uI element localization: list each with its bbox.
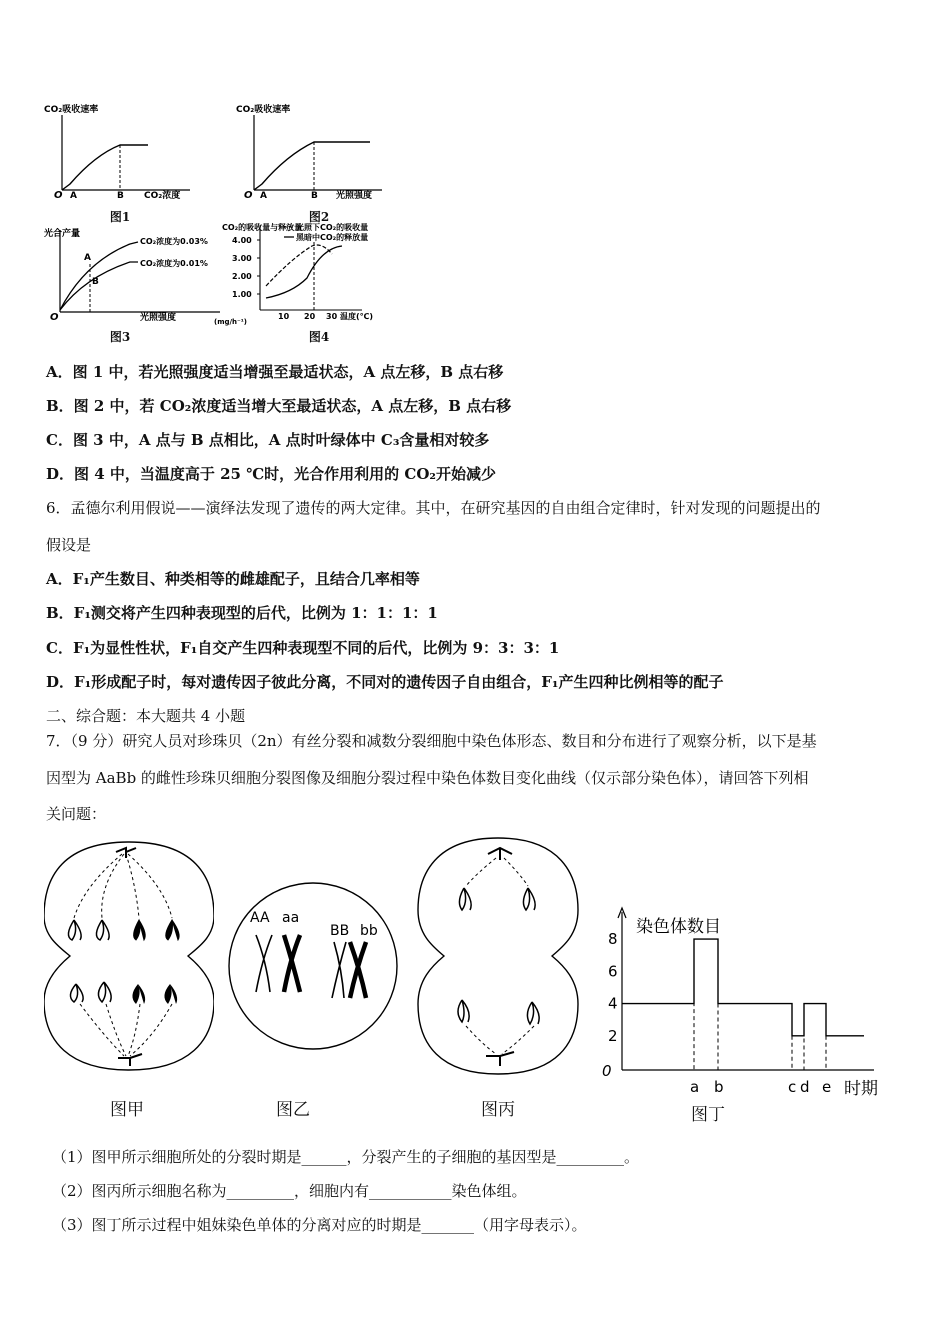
x-marker-a: a: [690, 1078, 700, 1096]
label-AA: AA: [250, 910, 270, 926]
q6-option-b: B．F₁测交将产生四种表现型的后代，比例为 1：1：1：1: [46, 604, 438, 622]
fig1-ylabel: CO₂吸收速率: [44, 105, 99, 115]
figure-2: [232, 100, 392, 210]
fig4-xtick: 10: [278, 312, 290, 321]
fig3-caption: 图3: [109, 330, 131, 344]
fig1-origin: O: [54, 190, 63, 201]
fig3-curve1-label: CO₂浓度为0.03%: [140, 237, 208, 246]
figure-4: [212, 218, 392, 330]
fig4-xtick: 30: [326, 312, 338, 321]
chromosome-count-chart: [594, 900, 894, 1100]
y-axis-label: 染色体数目: [636, 917, 721, 937]
origin-label: 0: [602, 1062, 612, 1080]
label-aa: aa: [282, 910, 300, 926]
fig1-caption: 图1: [109, 210, 131, 224]
figure-1: [40, 100, 200, 210]
fig-bing-caption: 图丙: [481, 1100, 515, 1120]
cell-figure-yi: [226, 880, 400, 1052]
y-tick-label: 6: [608, 962, 618, 981]
fig4-ytick: 1.00: [232, 290, 252, 299]
fig2-point-b: B: [311, 191, 318, 201]
fig4-legend1: 光照下CO₂的吸收量: [296, 223, 369, 232]
fig-ding-caption: 图丁: [691, 1105, 725, 1125]
q5-option-c: C．图 3 中，A 点与 B 点相比，A 点时叶绿体中 C₃含量相对较多: [46, 431, 490, 449]
fig4-ylabel: CO₂的吸收量与释放量: [222, 223, 303, 232]
y-tick-label: 2: [608, 1026, 618, 1045]
q6-option-d: D．F₁形成配子时，每对遗传因子彼此分离，不同对的遗传因子自由组合，F₁产生四种比例相等的配子: [46, 673, 724, 691]
section-heading: 二、综合题：本大题共 4 小题: [46, 707, 246, 725]
fig2-origin: O: [244, 190, 253, 201]
fig1-point-b: B: [117, 191, 124, 201]
q5-option-a: A．图 1 中，若光照强度适当增强至最适状态，A 点左移，B 点右移: [46, 363, 504, 381]
y-tick-label: 4: [608, 994, 618, 1013]
fig2-ylabel: CO₂吸收速率: [236, 105, 291, 115]
fig4-ytick: 3.00: [232, 254, 252, 263]
x-marker-c: c: [788, 1078, 797, 1096]
q7-sub1: （1）图甲所示细胞所处的分裂时期是______，分裂产生的子细胞的基因型是_________。: [52, 1148, 640, 1166]
x-marker-e: e: [822, 1078, 832, 1096]
step-line: [622, 939, 864, 1036]
fig-yi-caption: 图乙: [276, 1100, 310, 1120]
fig2-caption: 图2: [308, 210, 330, 224]
fig3-origin: O: [50, 312, 59, 323]
fig3-point-a: A: [84, 253, 91, 263]
fig-jia-caption: 图甲: [110, 1100, 144, 1120]
y-tick-label: 8: [608, 930, 618, 949]
fig3-curve2-label: CO₂浓度为0.01%: [140, 259, 208, 268]
label-bb: bb: [360, 923, 378, 939]
x-axis-label: 时期: [844, 1079, 878, 1099]
q7-stem-line3: 关问题：: [46, 805, 107, 823]
fig3-point-b: B: [92, 277, 99, 287]
fig2-point-a: A: [260, 191, 267, 201]
q7-stem-line1: 7．（9 分）研究人员对珍珠贝（2n）有丝分裂和减数分裂细胞中染色体形态、数目和分布进行了观察分析，以下是基: [46, 732, 817, 750]
x-marker-b: b: [714, 1078, 724, 1096]
fig2-xlabel: 光照强度: [336, 191, 373, 201]
fig3-ylabel: 光合产量: [44, 229, 81, 239]
fig4-yunit: (mg/h⁻¹): [214, 318, 248, 326]
q6-option-c: C．F₁为显性性状，F₁自交产生四种表现型不同的后代，比例为 9：3：3：1: [46, 639, 560, 657]
fig4-xlabel: 温度(℃): [340, 312, 373, 321]
cell-figure-bing: [416, 834, 580, 1078]
q7-stem-line2: 因型为 AaBb 的雌性珍珠贝细胞分裂图像及细胞分裂过程中染色体数目变化曲线（仅示部分染色体），请回答下列相: [46, 769, 809, 787]
figure-3: [40, 222, 230, 332]
q5-option-b: B．图 2 中，若 CO₂浓度适当增大至最适状态，A 点左移，B 点右移: [46, 397, 512, 415]
q6-stem-line2: 假设是: [46, 536, 92, 554]
fig1-point-a: A: [70, 191, 77, 201]
fig4-ytick: 4.00: [232, 236, 252, 245]
q7-sub2: （2）图丙所示细胞名称为_________，细胞内有___________染色体组。: [52, 1182, 527, 1200]
fig4-caption: 图4: [308, 330, 330, 344]
fig1-xlabel: CO₂浓度: [144, 191, 181, 201]
cell-figure-jia: [44, 836, 214, 1076]
fig4-legend2: 黑暗中CO₂的释放量: [296, 233, 369, 242]
q7-sub3: （3）图丁所示过程中姐妹染色单体的分离对应的时期是_______（用字母表示）。: [52, 1216, 587, 1234]
q6-option-a: A．F₁产生数目、种类相等的雌雄配子，且结合几率相等: [46, 570, 420, 588]
fig4-xtick: 20: [304, 312, 316, 321]
fig4-ytick: 2.00: [232, 272, 252, 281]
label-BB: BB: [330, 923, 350, 939]
x-marker-d: d: [800, 1078, 810, 1096]
q6-stem-line1: 6．孟德尔利用假说——演绎法发现了遗传的两大定律。其中，在研究基因的自由组合定律时，针对发现的问题提出的: [46, 499, 821, 517]
q5-option-d: D．图 4 中，当温度高于 25 ℃时，光合作用利用的 CO₂开始减少: [46, 465, 496, 483]
fig3-xlabel: 光照强度: [140, 313, 177, 323]
